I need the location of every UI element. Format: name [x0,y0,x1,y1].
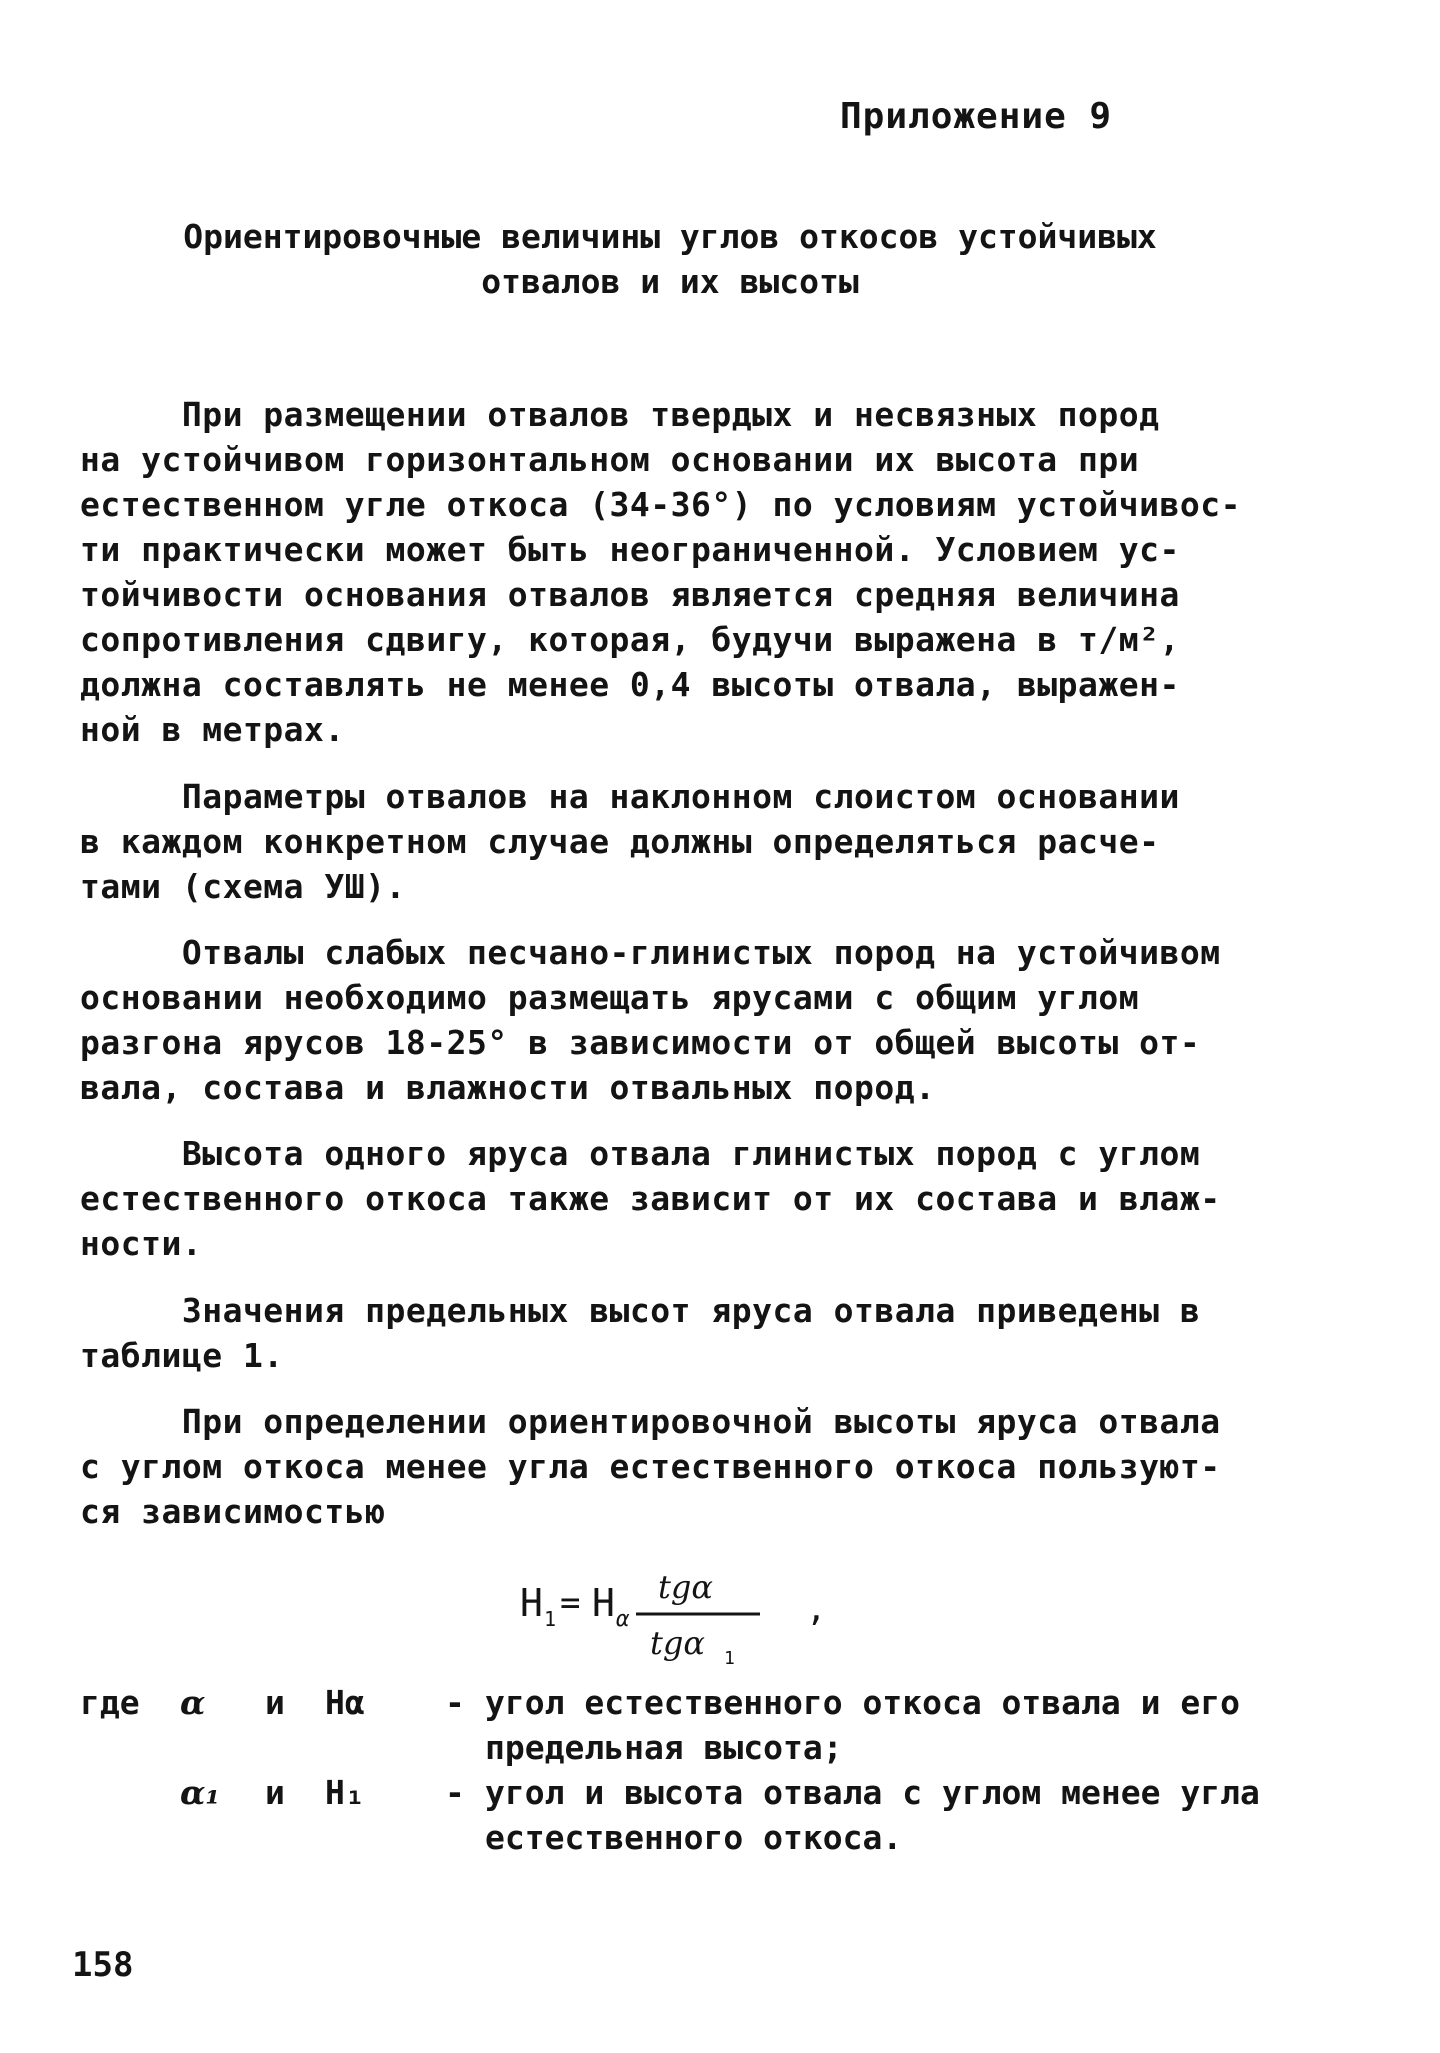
paragraph-line: естественном угле откоса (34-36°) по условиям устойчивос- [80,485,1241,524]
definition-text-line-2: предельная высота; [485,1728,843,1767]
definition-row [80,1770,1380,1860]
formula-lhs-sub: 1 [544,1607,557,1631]
definition-text-line-1: угол и высота отвала с углом менее угла [485,1773,1260,1812]
paragraph-line: ной в метрах. [80,710,345,749]
formula-numerator: tgα [658,1570,713,1606]
definition-dash: - [445,1683,465,1722]
paragraph-line: ти практически может быть неограниченной. Условием ус- [80,530,1180,569]
paragraph-line: Значения предельных высот яруса отвала приведены в [80,1291,1201,1330]
paragraph-line: таблице 1. [80,1336,284,1375]
formula-rhs-sub: α [616,1607,630,1632]
formula-lhs: H [520,1581,543,1625]
paragraph-6 [80,1399,1350,1534]
title-line-1: Ориентировочные величины углов откосов устойчивых [183,217,1157,256]
definition-symbol-1: α [180,1683,206,1722]
formula-denominator-sub: 1 [724,1648,735,1669]
page-number: 158 [72,1945,134,1985]
paragraph-4 [80,1131,1350,1266]
paragraph-line: ности. [80,1224,203,1263]
definition-symbol-1: α₁ [180,1773,220,1812]
definition-prefix: где [80,1683,140,1722]
paragraph-line: При определении ориентировочной высоты яруса отвала [80,1402,1221,1441]
paragraph-line: вала, состава и влажности отвальных пород. [80,1068,936,1107]
definition-row [80,1680,1380,1770]
title-line-2: отвалов и их высоты [481,262,859,301]
definition-conj: и [265,1773,285,1812]
paragraph-5 [80,1288,1350,1378]
paragraph-line: тами (схема УШ). [80,867,406,906]
formula-equals: = [560,1583,581,1623]
definition-symbol-2: Hα [325,1683,365,1722]
paragraph-line: должна составлять не менее 0,4 высоты отвала, выражен- [80,665,1180,704]
paragraph-line: с углом откоса менее угла естественного откоса пользуют- [80,1447,1221,1486]
paragraph-line: Отвалы слабых песчано-глинистых пород на устойчивом [80,933,1221,972]
paragraph-line: тойчивости основания отвалов является средняя величина [80,575,1180,614]
paragraph-line: сопротивления сдвигу, которая, будучи выражена в т/м², [80,620,1180,659]
formula-rhs: H [592,1581,615,1625]
definition-text-line-1: угол естественного откоса отвала и его [485,1683,1240,1722]
paragraph-line: При размещении отвалов твердых и несвязных пород [80,395,1160,434]
paragraph-line: Высота одного яруса отвала глинистых пород с углом [80,1134,1201,1173]
appendix-label: Приложение 9 [840,96,1113,137]
paragraph-2 [80,774,1350,909]
definition-conj: и [265,1683,285,1722]
definition-text-line-2: естественного откоса. [485,1818,903,1857]
paragraph-line: Параметры отвалов на наклонном слоистом основании [80,777,1180,816]
document-title [100,214,1240,304]
paragraph-line: естественного откоса также зависит от их состава и влаж- [80,1179,1221,1218]
formula-trailing-comma: , [806,1589,827,1629]
paragraph-line: основании необходимо размещать ярусами с общим углом [80,978,1140,1017]
paragraph-3 [80,930,1350,1110]
paragraph-line: на устойчивом горизонтальном основании их высота при [80,440,1140,479]
definition-dash: - [445,1773,465,1812]
paragraph-1 [80,392,1350,752]
paragraph-line: в каждом конкретном случае должны определяться расче- [80,822,1160,861]
height-formula [520,1570,840,1680]
paragraph-line: разгона ярусов 18-25° в зависимости от общей высоты от- [80,1023,1201,1062]
formula-denominator: tgα [650,1624,705,1662]
definitions-block [80,1680,1380,1860]
paragraph-line: ся зависимостью [80,1492,386,1531]
definition-symbol-2: H₁ [325,1773,365,1812]
